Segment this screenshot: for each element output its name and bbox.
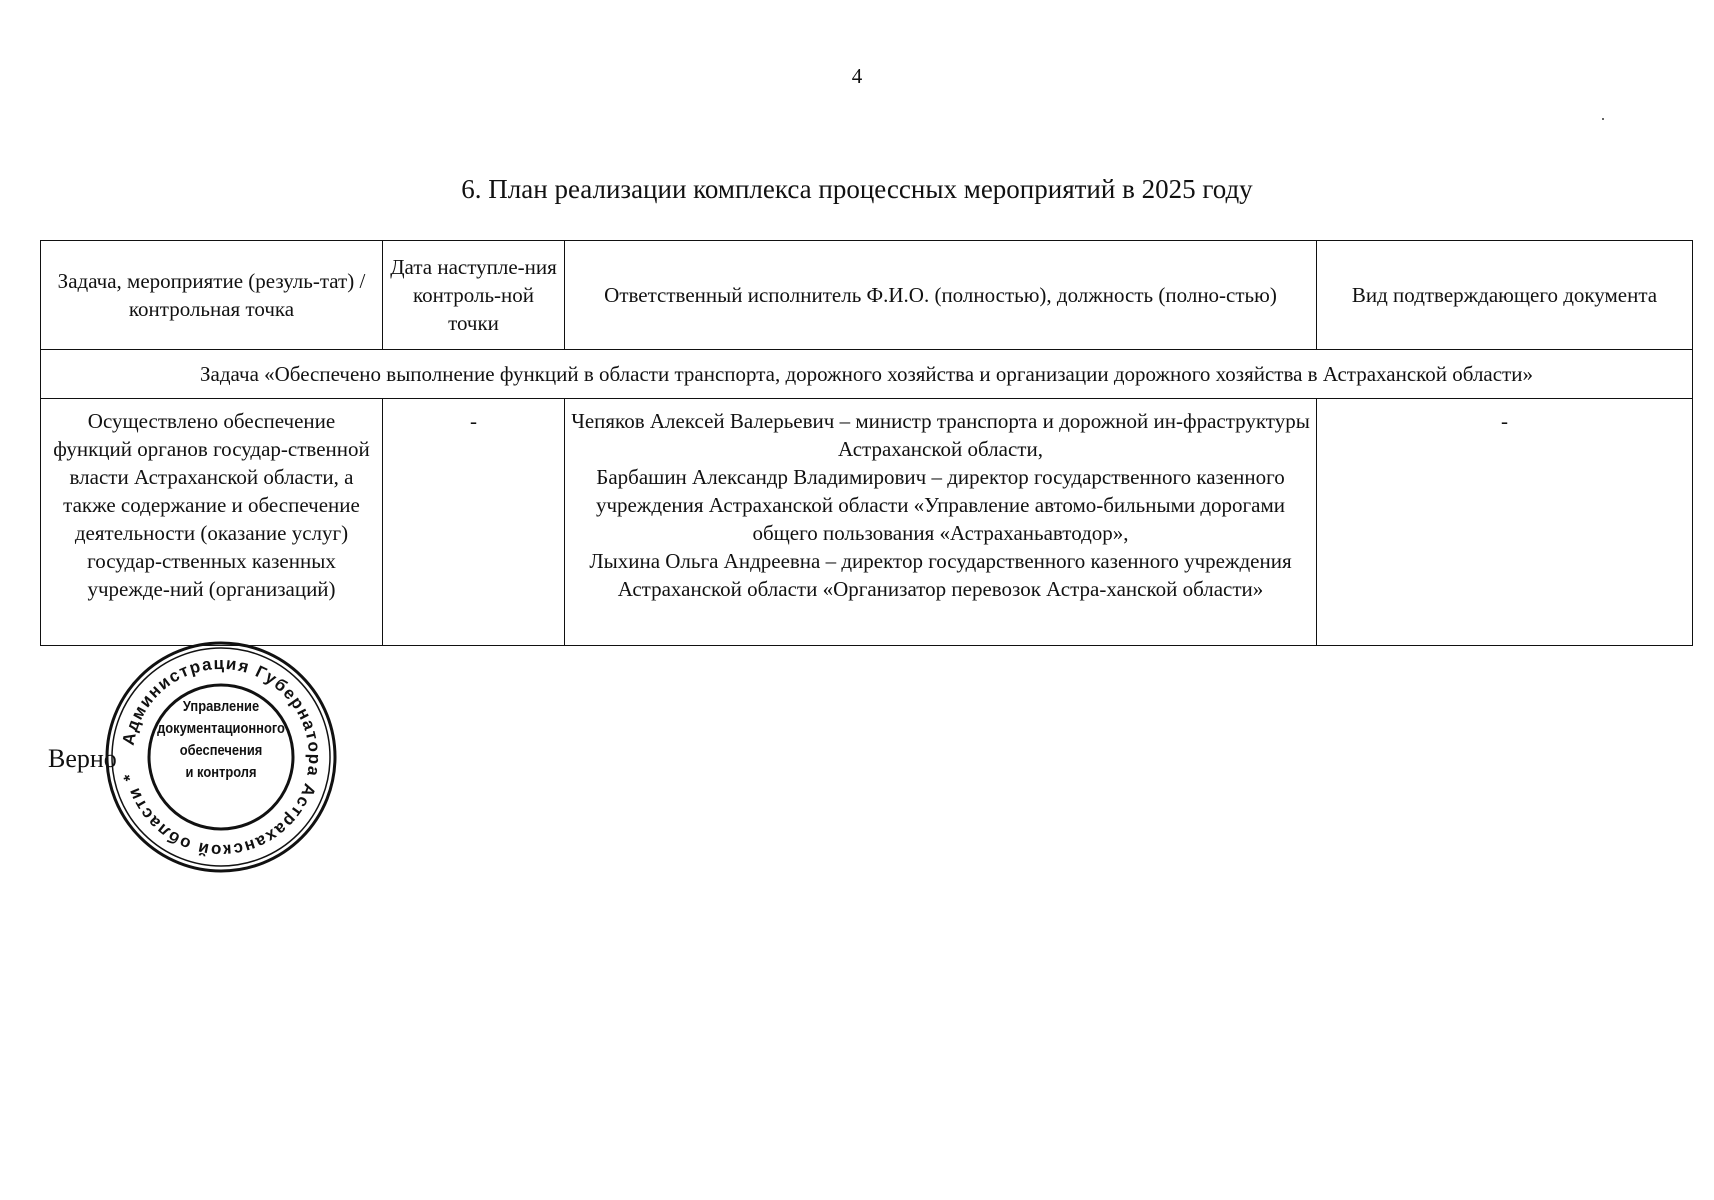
header-task-event: Задача, мероприятие (резуль-тат) / контрольная точка bbox=[41, 241, 383, 350]
header-responsible: Ответственный исполнитель Ф.И.О. (полностью), должность (полно-стью) bbox=[565, 241, 1317, 350]
official-stamp bbox=[104, 640, 338, 874]
page-title: 6. План реализации комплекса процессных мероприятий в 2025 году bbox=[461, 174, 1253, 204]
header-document-type: Вид подтверждающего документа bbox=[1317, 241, 1693, 350]
table-row bbox=[41, 399, 1693, 646]
task-row bbox=[41, 350, 1693, 399]
svg-text:Администрация Губернатора Астр: Администрация Губернатора Астраханской области * bbox=[118, 653, 325, 861]
event-cell: Осуществлено обеспечение функций органов государ-ственной власти Астраханской области, а также содержание и обеспечение деятельности (оказание услуг) государ-ственных казенных учрежде-ний (организаций) bbox=[41, 399, 383, 646]
verno-label: Верно bbox=[48, 744, 117, 773]
dot-mark bbox=[1602, 118, 1604, 120]
page-number: 4 bbox=[851, 64, 863, 88]
responsible-person-1: Чепяков Алексей Валерьевич – министр транспорта и дорожной ин-фраструктуры Астраханской области, bbox=[571, 409, 1310, 461]
responsible-cell bbox=[565, 399, 1317, 646]
document-cell: - bbox=[1317, 399, 1693, 646]
task-title: Задача «Обеспечено выполнение функций в области транспорта, дорожного хозяйства и организации дорожного хозяйства в Астраханской области» bbox=[41, 350, 1693, 399]
stamp-center-text: Управление документационного обеспечения и контроля bbox=[157, 698, 285, 781]
plan-table bbox=[40, 240, 1693, 646]
header-control-date: Дата наступле-ния контроль-ной точки bbox=[383, 241, 565, 350]
table-header-row bbox=[41, 241, 1693, 350]
responsible-person-3: Лыхина Ольга Андреевна – директор государственного казенного учреждения Астраханской области «Организатор перевозок Астра-ханской области» bbox=[589, 549, 1292, 601]
responsible-person-2: Барбашин Александр Владимирович – директор государственного казенного учреждения Астраханской области «Управление автомо-бильными дорогами общего пользования «Астраханьавтодор», bbox=[596, 465, 1285, 545]
date-cell: - bbox=[383, 399, 565, 646]
